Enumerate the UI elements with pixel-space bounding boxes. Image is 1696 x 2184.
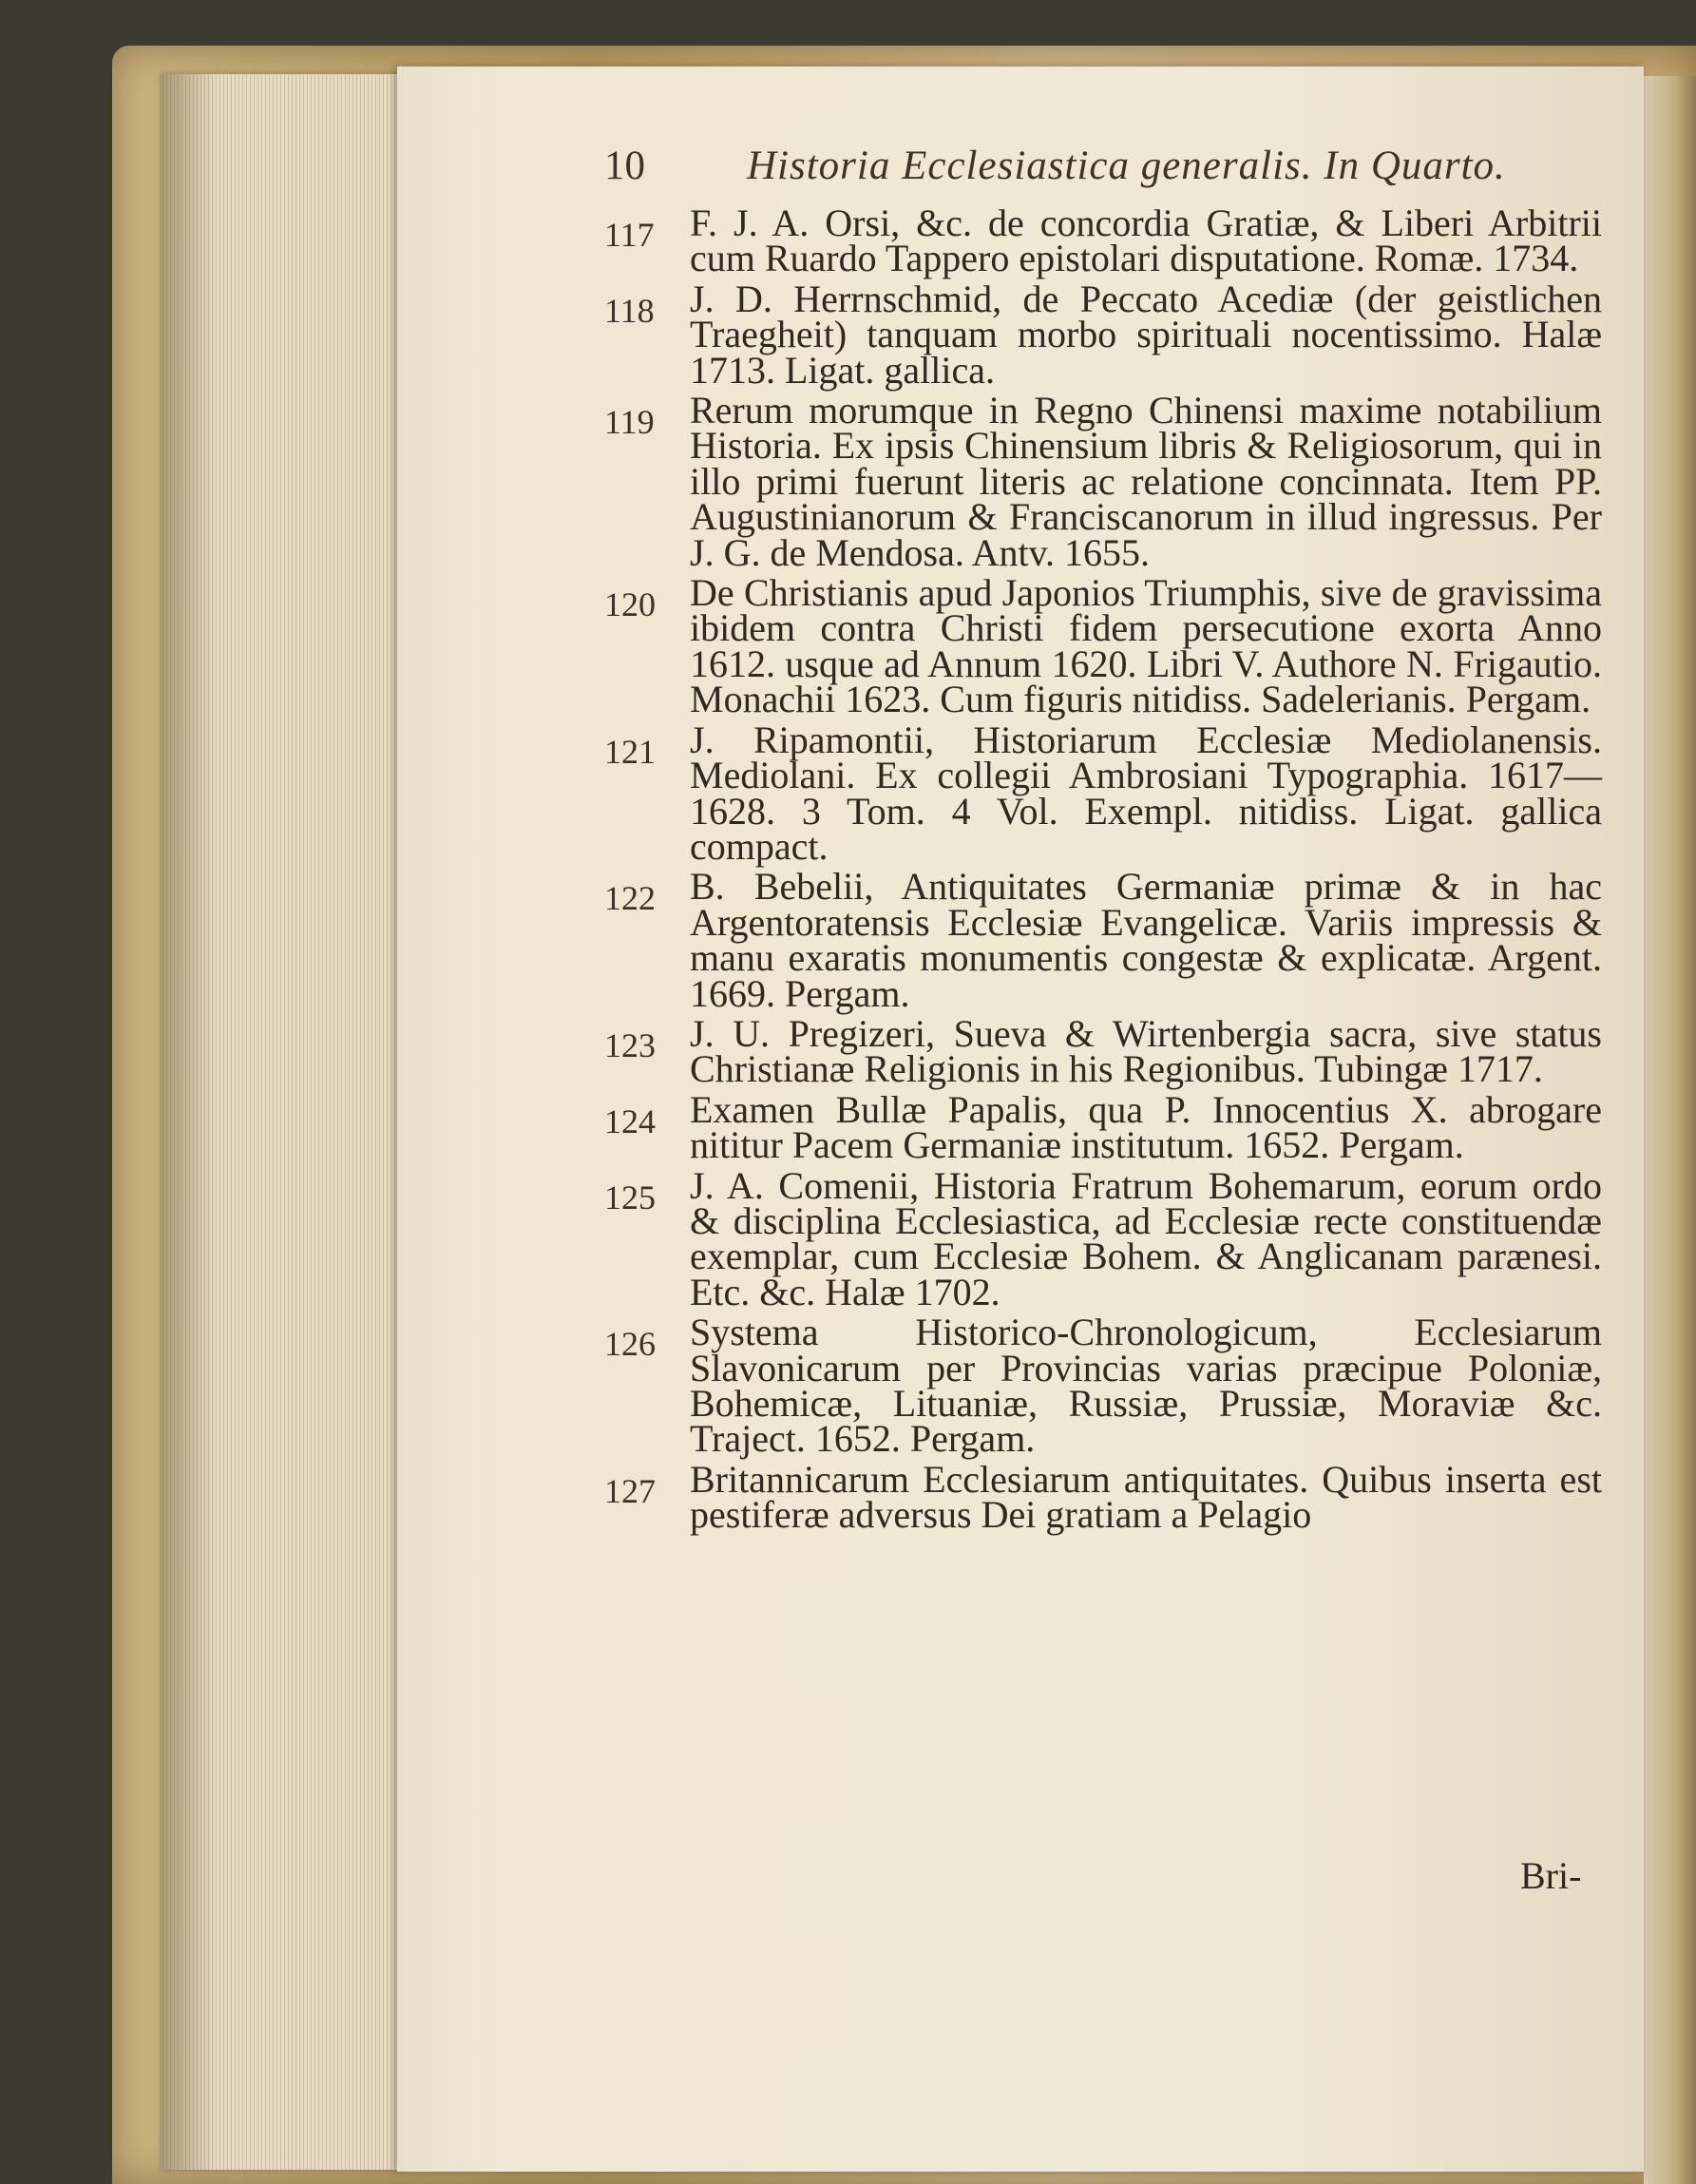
entry-text: Britannicarum Ecclesiarum antiquitates. Quibus inserta est pestiferæ adversus Dei gratiam a Pelagio xyxy=(690,1457,1602,1537)
entry-number: 125 xyxy=(604,1178,656,1217)
entry-text: J. U. Pregizeri, Sueva & Wirtenbergia sacra, sive status Christianæ Religionis in his Regionibus. Tubingæ 1717. xyxy=(690,1011,1602,1091)
entry-number: 127 xyxy=(604,1471,656,1510)
entry-text: J. D. Herrnschmid, de Peccato Acediæ (der geistlichen Traegheit) tanquam morbo spirituali nocentissimo. Halæ 1713. Ligat. gallica. xyxy=(690,277,1602,392)
entry-number: 126 xyxy=(604,1325,656,1364)
entry-text: B. Bebelii, Antiquitates Germaniæ primæ & in hac Argentoratensis Ecclesiæ Evangelicæ. Variis impressis & manu exaratis monumentis congestæ & explicatæ. Argent. 1669. Pergam. xyxy=(690,865,1602,1015)
entry-number: 124 xyxy=(604,1102,656,1140)
facing-page-edge xyxy=(1644,76,1696,2184)
entry-number: 119 xyxy=(604,403,655,442)
catalog-entry xyxy=(604,571,1602,721)
entry-text: J. A. Comenii, Historia Fratrum Bohemarum, eorum ordo & disciplina Ecclesiastica, ad Ecclesiæ recte constituendæ exemplar, cum Ecclesiæ Bohem. & Anglicanam parænesi. Etc. &c. Halæ 1702. xyxy=(690,1163,1602,1313)
entry-text: De Christianis apud Japonios Triumphis, sive de gravissima ibidem contra Christi fidem persecutione exorta Anno 1612. usque ad Annum 1620. Libri V. Authore N. Frigautio. Monachii 1623. Cum figuris nitidiss. Sadelerianis. Pergam. xyxy=(690,571,1602,721)
catchword: Bri- xyxy=(1520,1854,1582,1897)
entry-number: 123 xyxy=(604,1025,656,1064)
entry-text: J. Ripamontii, Historiarum Ecclesiæ Mediolanensis. Mediolani. Ex collegii Ambrosiani Typographia. 1617—1628. 3 Tom. 4 Vol. Exempl. nitidiss. Ligat. gallica compact. xyxy=(690,718,1602,868)
page-number: 10 xyxy=(604,144,645,188)
catalog-entry xyxy=(604,865,1602,1015)
entry-number: 120 xyxy=(604,585,656,624)
entry-number: 118 xyxy=(604,291,655,330)
entry-text: Systema Historico-Chronologicum, Ecclesiarum Slavonicarum per Provincias varias præcipue Poloniæ, Bohemicæ, Lituaniæ, Russiæ, Prussiæ, Moraviæ &c. Traject. 1652. Pergam. xyxy=(690,1311,1602,1461)
catalog-entry xyxy=(604,1011,1602,1091)
catalog-entry xyxy=(604,1163,1602,1313)
catalog-entry xyxy=(604,389,1602,574)
catalog-entries xyxy=(604,201,1602,1538)
entry-number: 121 xyxy=(604,732,656,771)
page-edges-shadow xyxy=(160,74,217,2170)
entry-number: 122 xyxy=(604,879,656,918)
catalog-entry xyxy=(604,718,1602,868)
entry-text: Examen Bullæ Papalis, qua P. Innocentius X. abrogare nititur Pacem Germaniæ institutum. 1652. Pergam. xyxy=(690,1087,1602,1167)
catalog-entry xyxy=(604,1457,1602,1537)
running-title: Historia Ecclesiastica generalis. In Quarto. xyxy=(747,144,1506,188)
catalog-entry xyxy=(604,1087,1602,1167)
page-header xyxy=(604,143,1611,200)
catalog-entry xyxy=(604,277,1602,392)
entry-text: Rerum morumque in Regno Chinensi maxime notabilium Historia. Ex ipsis Chinensium libris & Religiosorum, qui in illo primi fuerunt literis ac relatione concinnata. Item PP. Augustinianorum & Franciscanorum in illud ingressus. Per J. G. de Mendosa. Antv. 1655. xyxy=(690,389,1602,574)
entry-number: 117 xyxy=(604,216,655,254)
catalog-entry xyxy=(604,1311,1602,1461)
catalog-entry xyxy=(604,201,1602,280)
entry-text: F. J. A. Orsi, &c. de concordia Gratiæ, & Liberi Arbitrii cum Ruardo Tappero epistolari disputatione. Romæ. 1734. xyxy=(690,201,1602,280)
